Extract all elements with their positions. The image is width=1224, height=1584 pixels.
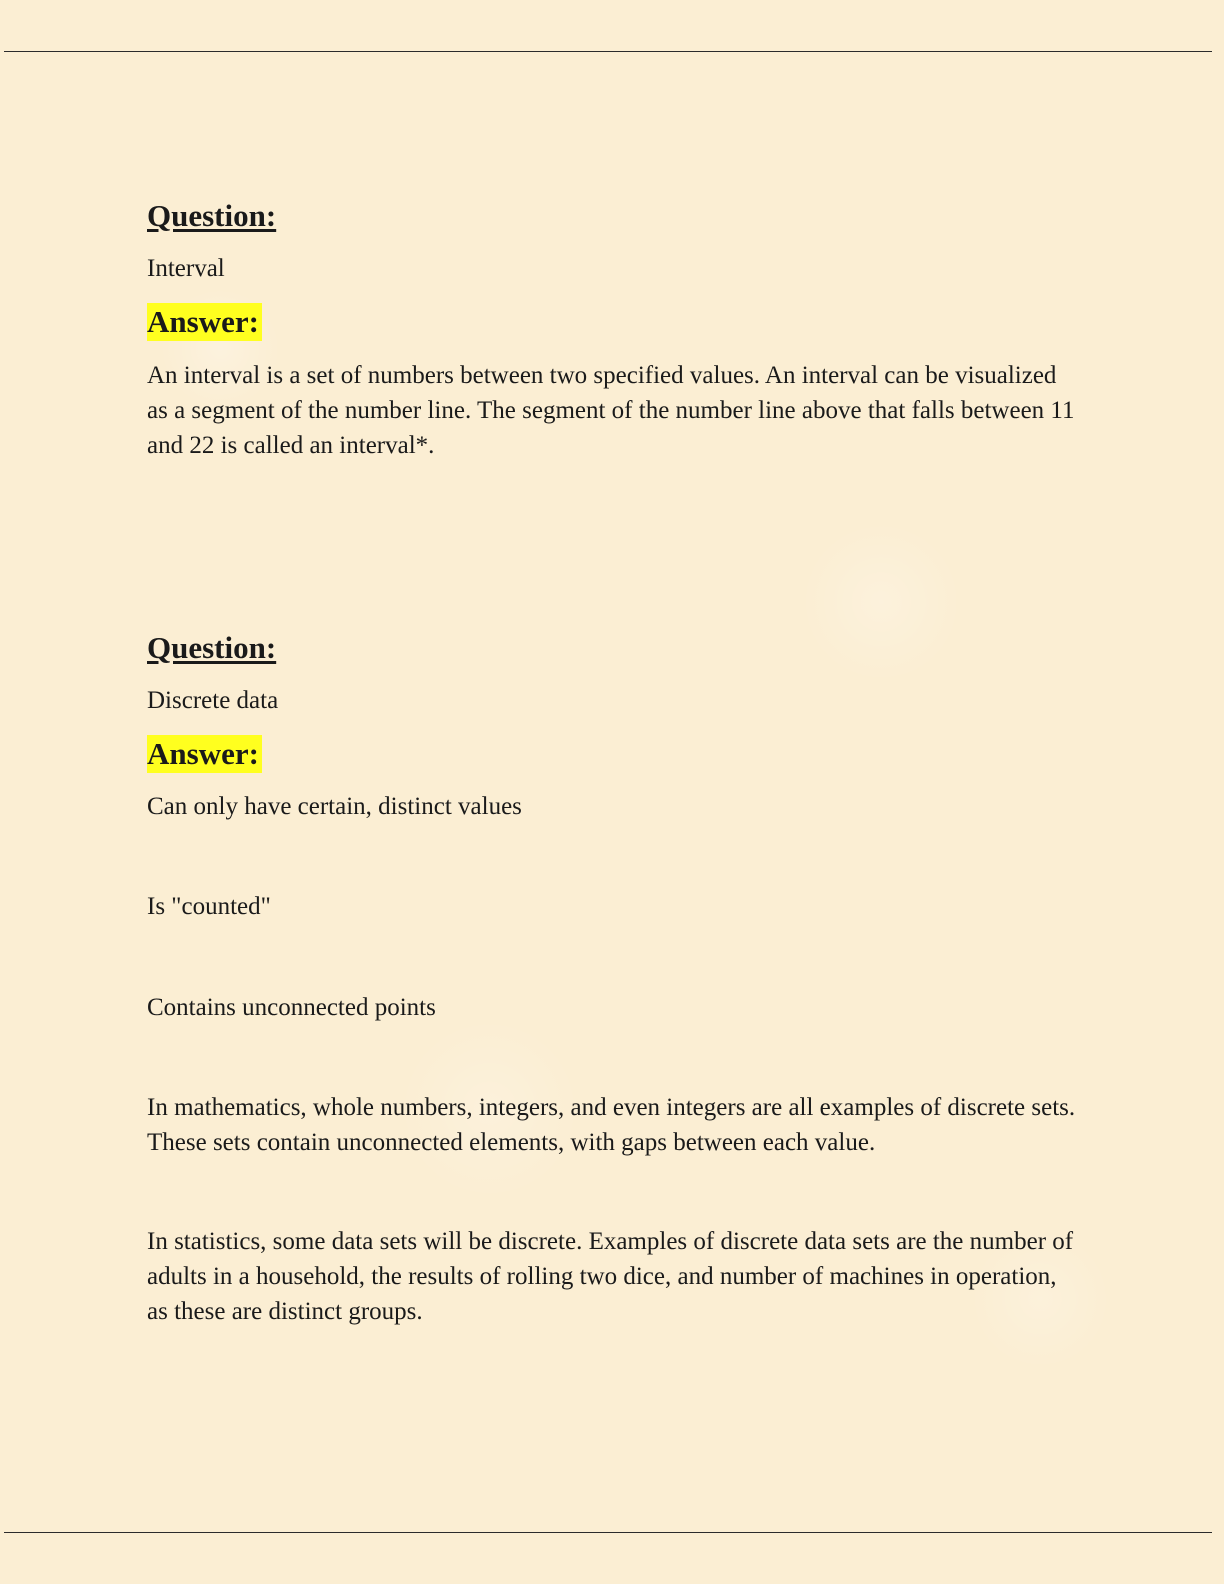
- question-heading: Question:: [147, 630, 277, 665]
- answer-paragraph: An interval is a set of numbers between two specified values. An interval can be visualized as a segment of the number line. The segment of the number line above that falls between 11 and 22 is called an interval*.: [147, 362, 1075, 459]
- qa-card-interval: [147, 196, 1077, 463]
- question-heading: Question:: [147, 198, 277, 233]
- bottom-rule: [4, 1532, 1212, 1533]
- qa-card-discrete-data: [147, 628, 1077, 1329]
- answer-paragraph: Is "counted": [147, 893, 271, 920]
- answer-heading: Answer:: [147, 303, 262, 341]
- question-text: Discrete data: [147, 687, 279, 714]
- question-text: Interval: [147, 255, 225, 282]
- answer-heading: Answer:: [147, 735, 262, 773]
- answer-paragraph: In statistics, some data sets will be discrete. Examples of discrete data sets are the number of adults in a household, the results of rolling two dice, and number of machines in operation, as these are distinct groups.: [147, 1228, 1074, 1325]
- answer-paragraph: Can only have certain, distinct values: [147, 793, 522, 820]
- top-rule: [4, 51, 1212, 52]
- answer-paragraphs: [147, 789, 1077, 1329]
- answer-paragraph: Contains unconnected points: [147, 994, 436, 1021]
- answer-paragraph: In mathematics, whole numbers, integers, and even integers are all examples of discrete sets. These sets contain unconnected elements, with gaps between each value.: [147, 1094, 1076, 1156]
